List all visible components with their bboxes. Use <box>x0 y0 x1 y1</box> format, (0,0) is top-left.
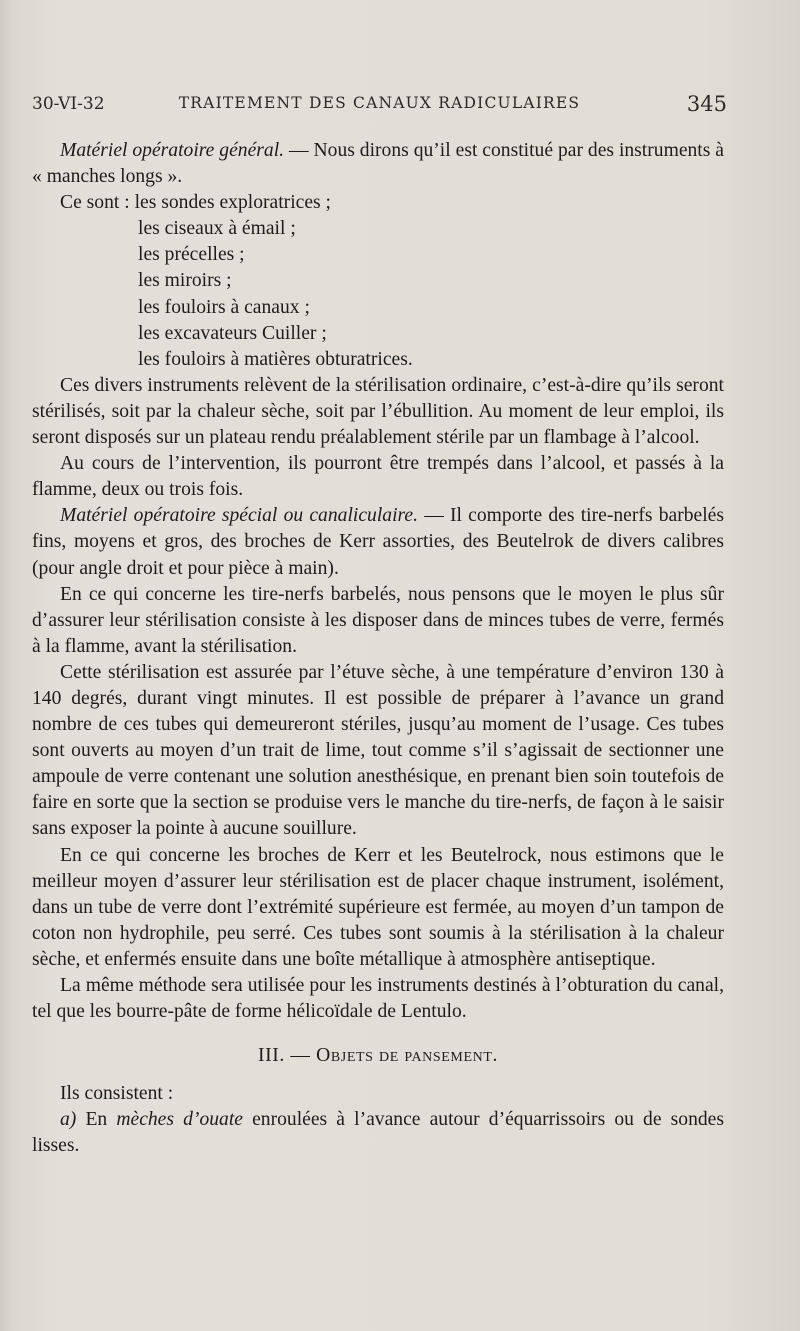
item-text: enroulées à l’avance autour d’équarrissoirs ou de sondes lisses. <box>32 1109 724 1157</box>
list-intro: Ce sont : les sondes exploratrices ; <box>60 192 331 214</box>
list-item: les ciseaux à émail ; <box>138 218 296 240</box>
paragraph-general-material <box>32 138 724 190</box>
paragraph-text: — Nous dirons qu’il est constitué par des instruments à « manches longs ». <box>32 140 724 188</box>
section-number: III. — <box>258 1045 311 1067</box>
list-item: les précelles ; <box>138 244 245 266</box>
list-item: les fouloirs à canaux ; <box>138 296 310 318</box>
instrument-list <box>32 216 724 373</box>
paragraph: La même méthode sera utilisée pour les instruments destinés à l’obturation du canal, tel que les bourre-pâte de forme hélicoïdale de Lentulo. <box>32 975 724 1023</box>
page-header <box>32 92 727 122</box>
paragraph-item-a <box>32 1107 724 1159</box>
list-item: les fouloirs à matières obturatrices. <box>138 348 413 370</box>
paragraph: Ils consistent : <box>60 1083 174 1105</box>
paragraph-text: — Il comporte des tire-nerfs barbelés fins, moyens et gros, des broches de Kerr assorties, des Beutelrok de divers calibres (pour angle droit et pour pièce à main). <box>32 505 724 579</box>
running-title: TRAITEMENT DES CANAUX RADICULAIRES <box>178 94 581 112</box>
paragraph-lead: Matériel opératoire spécial ou canaliculaire. <box>60 505 419 527</box>
header-date: 30-VI-32 <box>32 94 105 114</box>
list-item: les excavateurs Cuiller ; <box>138 322 327 344</box>
paragraph: En ce qui concerne les broches de Kerr et les Beutelrock, nous estimons que le meilleur moyen d’assurer leur stérilisation est de placer chaque instrument, isolément, dans un tube de verre dont l’extrémité supérieure est fermée, au moyen d’un tampon de coton non hydrophile, peu serré. Ces tubes sont soumis à la stérilisation à la chaleur sèche, et enfermés ensuite dans une boîte métallique à atmosphère antiseptique. <box>32 844 724 970</box>
paragraph: Ces divers instruments relèvent de la stérilisation ordinaire, c’est-à-dire qu’ils seront stérilisés, soit par la chaleur sèche, soit par l’ébullition. Au moment de leur emploi, ils seront disposés sur un plateau rendu préalablement stérile par un flambage à l’alcool. <box>32 374 724 449</box>
section-title: Objets de pansement. <box>316 1045 498 1067</box>
body-text <box>32 138 724 1160</box>
paragraph-lead: Matériel opératoire général. <box>60 140 285 161</box>
paragraph: Au cours de l’intervention, ils pourront être trempés dans l’alcool, et passés à la flamme, deux ou trois fois. <box>32 453 724 501</box>
list-item: les miroirs ; <box>138 270 232 292</box>
paragraph: Cette stérilisation est assurée par l’étuve sèche, à une température d’environ 130 à 140 degrés, durant vingt minutes. Il est possible de préparer à l’avance un grand nombre de ces tubes qui demeureront stériles, jusqu’au moment de l’usage. Ces tubes sont ouverts au moyen d’un trait de lime, tout comme s’il s’agissait de sectionner une ampoule de verre contenant une solution anesthésique, en prenant bien soin toutefois de faire en sorte que la section se produise vers le manche du tire-nerfs, de façon à le saisir sans exposer la pointe à aucune souillure. <box>32 661 724 840</box>
item-marker: a) <box>60 1109 77 1131</box>
item-emphasis: mèches d’ouate <box>116 1109 243 1131</box>
section-heading <box>32 1043 724 1069</box>
page-number: 345 <box>686 92 727 116</box>
paragraph: En ce qui concerne les tire-nerfs barbelés, nous pensons que le moyen le plus sûr d’assurer leur stérilisation consiste à les disposer dans de minces tubes de verre, fermés à la flamme, avant la stérilisation. <box>32 583 724 657</box>
paragraph-special-material <box>32 503 724 581</box>
item-pre: En <box>76 1109 117 1131</box>
